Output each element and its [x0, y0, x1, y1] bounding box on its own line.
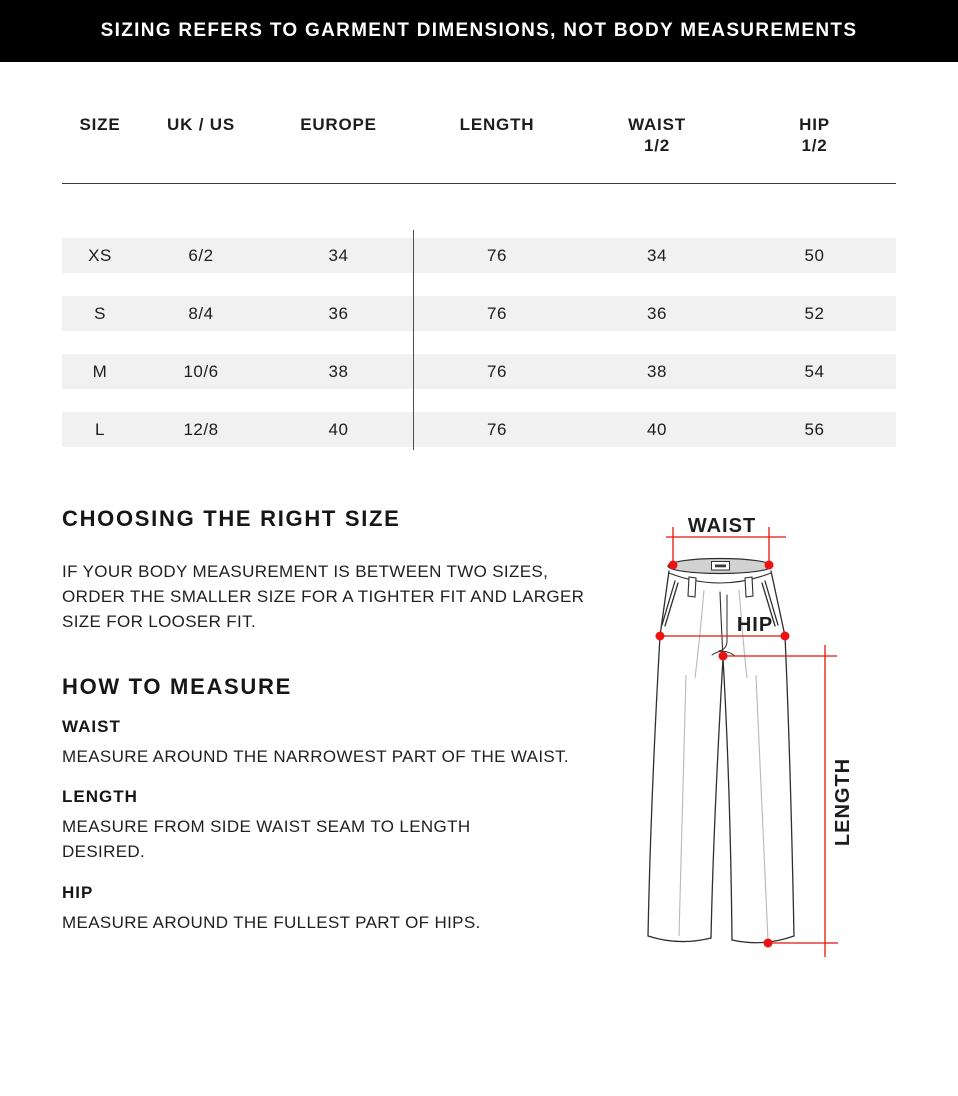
banner [0, 0, 958, 62]
size-table-body [62, 238, 896, 447]
table-row-m: M 10/6 38 76 38 54 [62, 354, 896, 389]
trouser-measurement-diagram [620, 495, 958, 1000]
how-to-measure-title: HOW TO MEASURE [62, 674, 292, 699]
measure-desc-length: MEASURE FROM SIDE WAIST SEAM TO LENGTH DESIRED. [62, 817, 471, 861]
diagram-length-label: LENGTH [832, 757, 854, 847]
choosing-size-title: CHOOSING THE RIGHT SIZE [62, 506, 401, 531]
choosing-size-body: IF YOUR BODY MEASUREMENT IS BETWEEN TWO SIZES, ORDER THE SMALLER SIZE FOR A TIGHTER FIT AND LARGER SIZE FOR LOOSER FIT. [62, 562, 585, 631]
belt-loop-right [745, 577, 753, 597]
diagram-waist-label: WAIST [687, 515, 757, 537]
measure-label-hip: HIP [62, 883, 94, 902]
measure-item-waist [62, 716, 569, 769]
column-header-hip: HIP 1/2 [799, 115, 830, 155]
banner-text: SIZING REFERS TO GARMENT DIMENSIONS, NOT BODY MEASUREMENTS [100, 20, 858, 41]
table-header-rule [62, 183, 896, 184]
table-row-l: L 12/8 40 76 40 56 [62, 412, 896, 447]
column-header-length: LENGTH [459, 115, 535, 134]
table-row-xs: XS 6/2 34 76 34 50 [62, 238, 896, 273]
table-column-divider [413, 230, 414, 450]
measure-desc-hip: MEASURE AROUND THE FULLEST PART OF HIPS. [62, 913, 481, 932]
table-row-s: S 8/4 36 76 36 52 [62, 296, 896, 331]
column-header-waist: WAIST 1/2 [628, 115, 686, 155]
measure-label-waist: WAIST [62, 717, 121, 736]
measure-item-length [62, 786, 502, 864]
size-table [62, 114, 896, 470]
column-header-europe: EUROPE [300, 115, 377, 134]
measure-item-hip [62, 882, 481, 935]
diagram-hip-label: HIP [736, 614, 774, 636]
size-table-header [62, 114, 896, 156]
measure-desc-waist: MEASURE AROUND THE NARROWEST PART OF THE WAIST. [62, 747, 570, 766]
trouser-crease-lines [679, 590, 768, 941]
measure-label-length: LENGTH [62, 787, 138, 806]
belt-loop-left [688, 577, 696, 597]
column-header-size: SIZE [79, 115, 121, 134]
column-header-uk-us: UK / US [167, 115, 235, 134]
